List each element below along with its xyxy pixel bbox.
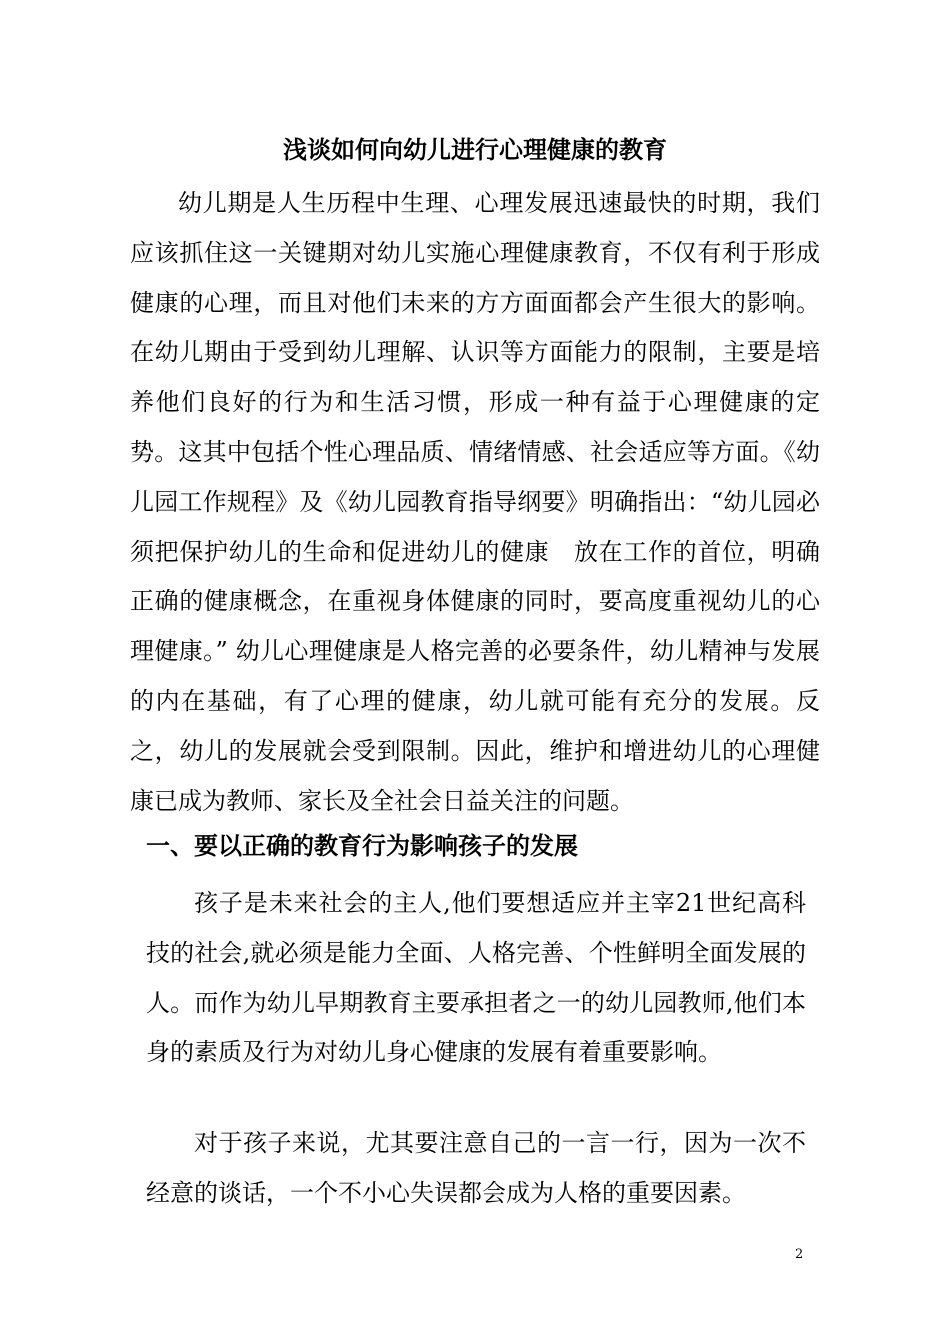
document-title: 浅谈如何向幼儿进行心理健康的教育 bbox=[283, 136, 667, 164]
section-paragraph: 孩子是未来社会的主人,他们要想适应并主宰21世纪高科技的社会,就必须是能力全面、人格完善、个性鲜明全面发展的人。而作为幼儿早期教育主要承担者之一的幼儿园教师,他们本身的素质及行为对幼儿身心健康的发展有着重要影响。 bbox=[146, 889, 806, 1067]
intro-paragraph: 幼儿期是人生历程中生理、心理发展迅速最快的时期，我们应该抓住这一关键期对幼儿实施心理健康教育，不仅有利于形成健康的心理，而且对他们未来的方方面面都会产生很大的影响。在幼儿期由于受到幼儿理解、认识等方面能力的限制，主要是培养他们良好的行为和生活习惯，形成一种有益于心理健康的定势。这其中包括个性心理品质、情绪情感、社会适应等方面。《幼儿园工作规程》及《幼儿园教育指导纲要》明确指出：“幼儿园必须把保护幼儿的生命和促进幼儿的健康 放在工作的首位，明确正确的健康概念，在重视身体健康的同时，要高度重视幼儿的心理健康。” 幼儿心理健康是人格完善的必要条件，幼儿精神与发展的内在基础，有了心理的健康，幼儿就可能有充分的发展。反之，幼儿的发展就会受到限制。因此，维护和增进幼儿的心理健康已成为教师、家长及全社会日益关注的问题。 bbox=[130, 189, 820, 815]
section-heading: 一、要以正确的教育行为影响孩子的发展 bbox=[146, 832, 578, 860]
section-paragraph: 对于孩子来说，尤其要注意自己的一言一行，因为一次不经意的谈话，一个不小心失误都会成为人格的重要因素。 bbox=[146, 1129, 806, 1207]
page-number: 2 bbox=[795, 1247, 804, 1262]
